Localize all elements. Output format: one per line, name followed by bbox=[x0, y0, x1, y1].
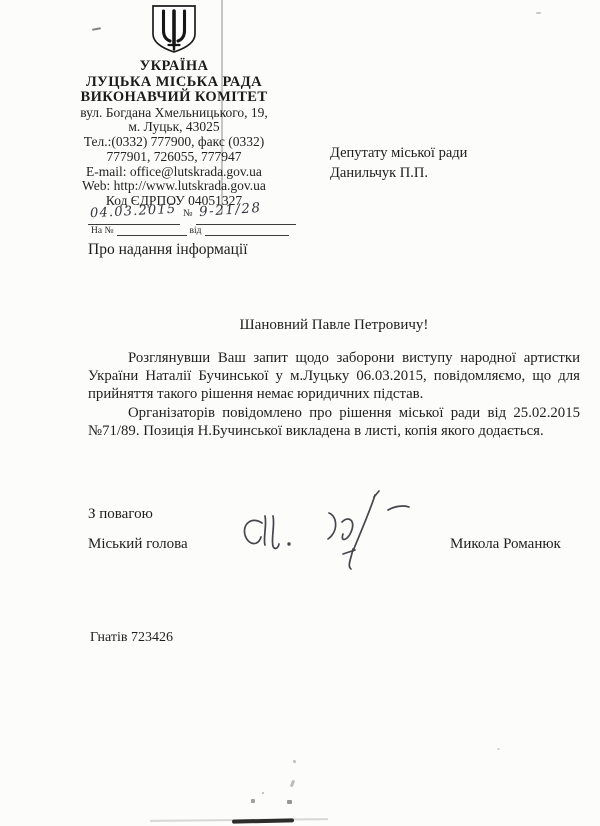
reply-date-blank bbox=[205, 226, 289, 236]
scan-speck bbox=[536, 12, 541, 14]
handwritten-signature bbox=[232, 489, 424, 571]
handwritten-number: 9-21/28 bbox=[198, 199, 263, 221]
recipient-block bbox=[330, 143, 467, 183]
body-paragraph-2: Організаторів повідомлено про рішення міської ради від 25.02.2015 №71/89. Позиція Н.Бучинської викладена в листі, копія якого додається. bbox=[88, 404, 580, 439]
letterhead bbox=[60, 4, 288, 209]
scan-speck bbox=[287, 800, 292, 804]
signer-title: Міський голова bbox=[88, 536, 188, 552]
letterhead-web: Web: http://www.lutskrada.gov.ua bbox=[82, 178, 266, 194]
letterhead-email: E-mail: office@lutskrada.gov.ua bbox=[86, 163, 262, 179]
letterhead-phone-line1: Тел.:(0332) 777900, факс (0332) bbox=[83, 134, 265, 150]
letter-body bbox=[88, 349, 580, 440]
scan-speck bbox=[251, 799, 255, 803]
salutation: Шановний Павле Петровичу! bbox=[239, 317, 429, 333]
number-sign: № bbox=[183, 208, 193, 219]
ukraine-trident-emblem-icon bbox=[151, 4, 197, 54]
letterhead-committee: ВИКОНАВЧИЙ КОМІТЕТ bbox=[80, 89, 268, 105]
body-paragraph-1: Розглянувши Ваш запит щодо заборони виступу народної артистки України Наталії Бучинської у м.Луцьку 06.03.2015, повідомляємо, що для прийняття такого рішення немає юридичних підстав. bbox=[88, 350, 580, 403]
letterhead-address-line1: вул. Богдана Хмельницького, 19, bbox=[80, 104, 268, 120]
letterhead-country: УКРАЇНА bbox=[139, 58, 209, 74]
reply-number-label: На № bbox=[91, 226, 114, 236]
letterhead-address-line2: м. Луцьк, 43025 bbox=[128, 119, 220, 135]
scan-speck bbox=[262, 792, 264, 794]
reply-date-label: від bbox=[189, 226, 202, 236]
closing-phrase: З повагою bbox=[88, 506, 153, 522]
scan-speck bbox=[497, 748, 500, 750]
handwritten-date: 04.03.2015 bbox=[89, 201, 177, 222]
letterhead-phone-line2: 777901, 726055, 777947 bbox=[106, 148, 242, 164]
reply-number-blank bbox=[117, 226, 187, 236]
executor-reference: Гнатів 723426 bbox=[90, 630, 174, 645]
scan-smudge bbox=[232, 818, 294, 823]
letterhead-council: ЛУЦЬКА МІСЬКА РАДА bbox=[85, 73, 263, 90]
signer-name: Микола Романюк bbox=[450, 536, 561, 552]
subject-line: Про надання інформації bbox=[88, 241, 248, 258]
scan-speck bbox=[293, 760, 296, 763]
reply-reference-row bbox=[91, 226, 289, 238]
letterhead-edrpou-code: Код ЄДРПОУ 04051327 bbox=[105, 193, 243, 209]
scan-speck bbox=[290, 780, 295, 788]
recipient-name: Данильчук П.П. bbox=[330, 165, 428, 181]
recipient-position: Депутату міської ради bbox=[330, 145, 468, 161]
date-blank-line bbox=[88, 224, 180, 225]
number-blank-line bbox=[196, 224, 296, 225]
